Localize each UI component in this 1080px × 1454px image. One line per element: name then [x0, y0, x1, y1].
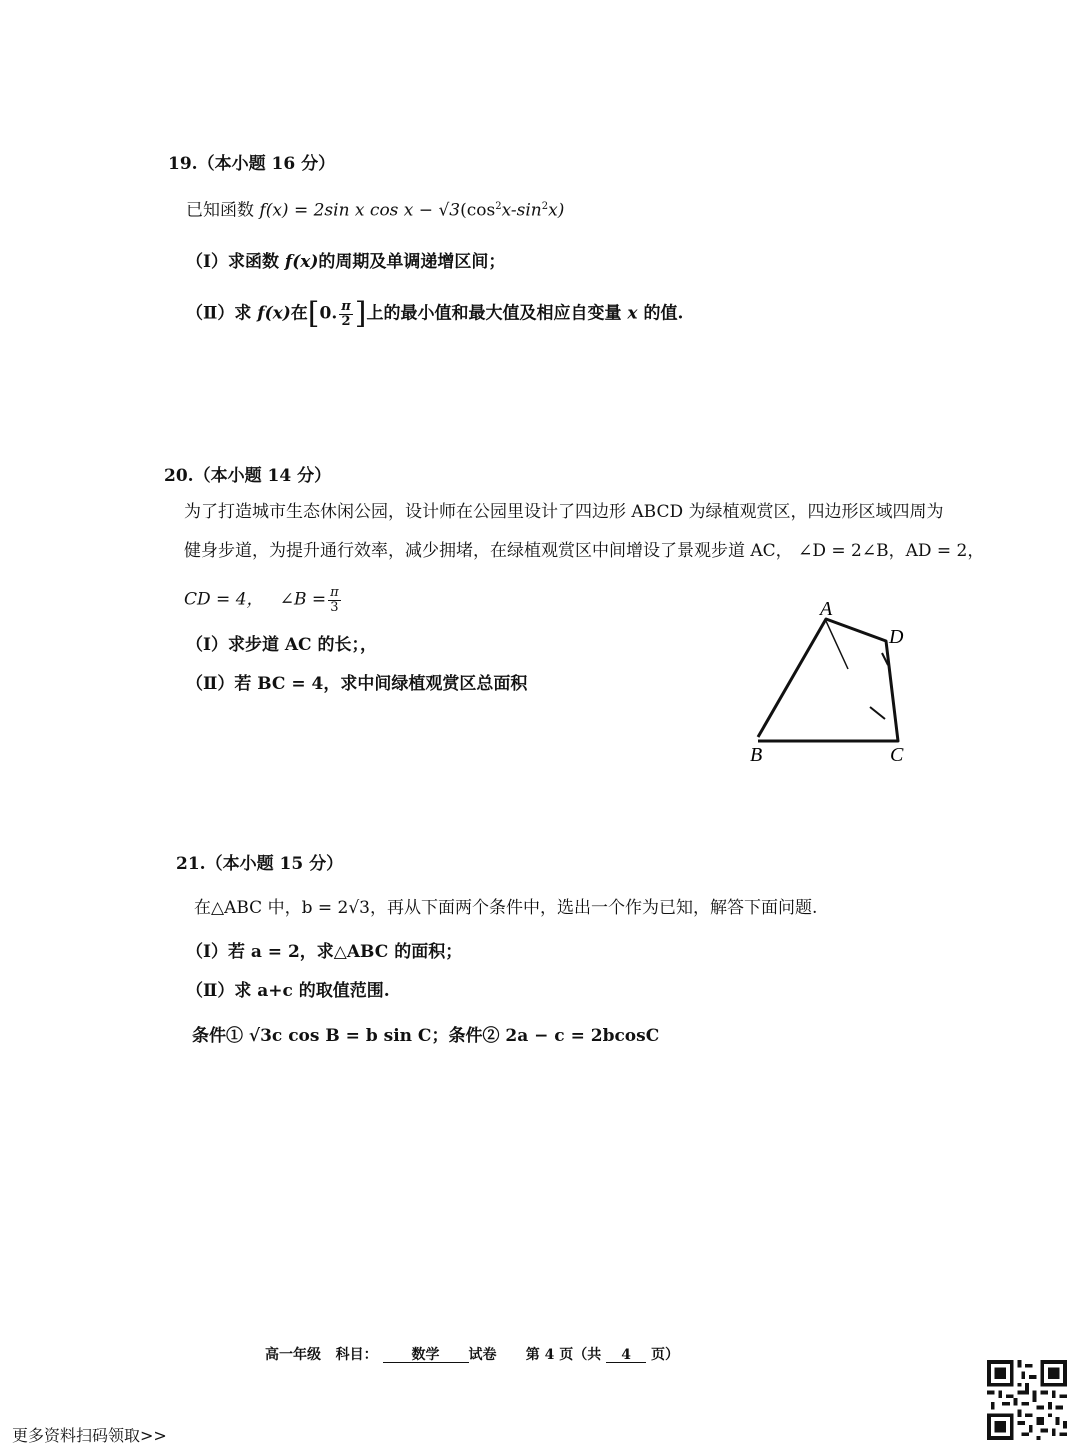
q19-left-bracket: [: [307, 296, 320, 332]
q19-part1-suffix: 的周期及单调递增区间；: [318, 252, 506, 272]
q20-header: 20.（本小题 14 分）: [164, 466, 332, 486]
q19-stem-prefix: 已知函数: [186, 200, 254, 221]
q20-line3b: ∠B =: [279, 589, 327, 610]
footer-page-end: 页）: [651, 1347, 679, 1363]
q20-fraction-num: π: [330, 585, 339, 600]
q21-conditions: 条件① √3c cos B = b sin C；条件② 2a − c = 2bcosC: [192, 1026, 660, 1046]
q20-line3a: CD = 4，: [184, 589, 264, 610]
footer-page-total: 4: [606, 1348, 646, 1363]
q20-line3: [184, 586, 343, 614]
q21-part2: （Ⅱ）求 a+c 的取值范围.: [186, 981, 390, 1001]
q20-fraction-den: 3: [330, 599, 339, 615]
q19-stem-formula-c: x-sin: [501, 200, 542, 221]
q19-part1-f: f(x): [284, 252, 319, 272]
label-a: A: [820, 598, 833, 620]
promo-link[interactable]: 更多资料扫码领取>>: [12, 1426, 167, 1445]
q19-part2-f: f(x): [257, 303, 291, 324]
q19-part2-end: 的值.: [643, 303, 684, 324]
tick-mark-c: [870, 707, 885, 719]
label-c: C: [890, 744, 904, 766]
q19-part2-in: 在: [290, 303, 308, 324]
q20-part1: （Ⅰ）求步道 AC 的长；，: [186, 635, 378, 655]
footer-page-prefix: 第: [525, 1347, 540, 1363]
q20-fraction: [328, 586, 341, 614]
quadrilateral-figure: [740, 595, 920, 770]
diagonal-ac: [826, 621, 848, 669]
q20-line1: 为了打造城市生态休闲公园，设计师在公园里设计了四边形 ABCD 为绿植观赏区，四边形区域四周为: [184, 502, 944, 522]
q19-sup-a: 2: [495, 201, 502, 212]
q19-part1: [186, 254, 505, 271]
q21-stem: 在△ABC 中，b = 2√3，再从下面两个条件中，选出一个作为已知，解答下面问题.: [194, 898, 818, 918]
footer-grade: 高一年级: [265, 1347, 321, 1363]
q19-part2-suffix: 上的最小值和最大值及相应自变量: [366, 303, 622, 324]
label-d: D: [889, 626, 904, 648]
q19-part2: [186, 296, 684, 332]
q21-header: 21.（本小题 15 分）: [176, 854, 344, 874]
q19-part2-x: x: [627, 303, 638, 324]
footer-subject: 数学: [383, 1348, 469, 1363]
quadrilateral-outline: [758, 619, 898, 741]
footer-subject-label: 科目：: [335, 1347, 378, 1363]
q20-line2: 健身步道，为提升通行效率，减少拥堵，在绿植观赏区中间增设了景观步道 AC， ∠D = 2∠B，AD = 2，: [184, 541, 985, 561]
footer-page-no: 4: [544, 1347, 555, 1363]
q19-sup-b: 2: [541, 201, 549, 212]
q19-stem-formula-b: (cos: [460, 200, 496, 221]
q19-stem: [186, 202, 564, 220]
q19-interval-left: 0.: [319, 303, 338, 324]
q19-part2-prefix: （Ⅱ）求: [186, 303, 252, 324]
page-footer: [265, 1348, 679, 1363]
q21-part1: （Ⅰ）若 a = 2，求△ABC 的面积；: [186, 942, 463, 962]
q19-part1-prefix: （Ⅰ）求函数: [186, 252, 279, 272]
q19-header: 19.（本小题 16 分）: [168, 154, 336, 174]
footer-page-mid: 页（共: [559, 1347, 602, 1363]
q19-fraction: [339, 300, 353, 328]
q19-fraction-den: 2: [341, 313, 351, 329]
q19-right-bracket: ]: [354, 296, 367, 332]
q19-fraction-num: π: [341, 299, 351, 314]
qr-code-icon[interactable]: [987, 1360, 1067, 1440]
q20-part2: （Ⅱ）若 BC = 4，求中间绿植观赏区总面积: [186, 674, 528, 694]
footer-paper: 试卷: [468, 1347, 497, 1363]
q19-stem-formula-d: x): [548, 200, 565, 221]
q19-stem-formula-a: f(x) = 2sin x cos x − √3: [259, 200, 461, 221]
label-b: B: [750, 744, 763, 766]
